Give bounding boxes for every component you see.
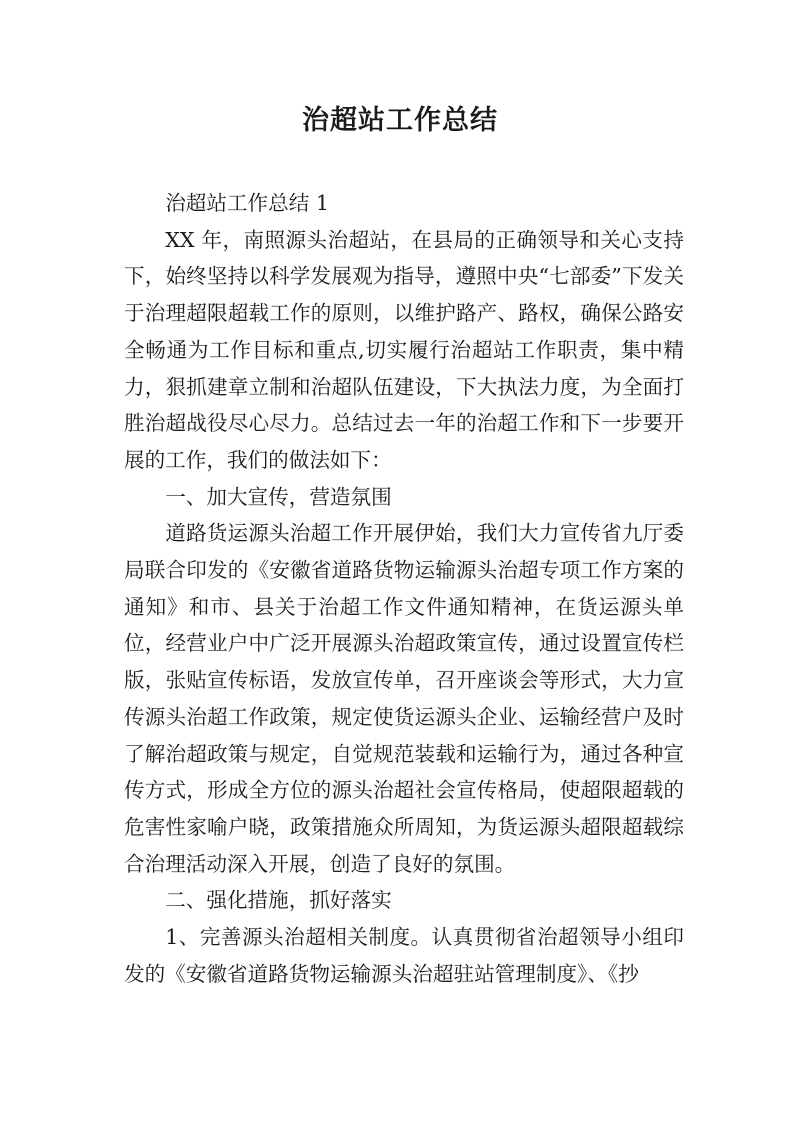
document-title: 治超站工作总结 bbox=[302, 105, 498, 136]
paragraph-publicity: 道路货运源头治超工作开展伊始，我们大力宣传省九厅委局联合印发的《安徽省道路货物运输源头治超专项工作方案的通知》和市、县关于治超工作文件通知精神，在货运源头单位，经营业户中广泛开展源头治超政策宣传，通过设置宣传栏版，张贴宣传标语，发放宣传单，召开座谈会等形式，大力宣传源头治超工作政策，规定使货运源头企业、运输经营户及时了解治超政策与规定，自觉规范装载和运输行为，通过各种宣传方式，形成全方位的源头治超社会宣传格局，使超限超载的危害性家喻户晓，政策措施众所周知，为货运源头超限超载综合治理活动深入开展，创造了良好的氛围。 bbox=[124, 521, 684, 876]
paragraph-measures: 1、完善源头治超相关制度。认真贯彻省治超领导小组印发的《安徽省道路货物运输源头治超驻站管理制度》、《抄 bbox=[124, 925, 684, 986]
paragraph-heading-1: 一、加大宣传，营造氛围 bbox=[165, 484, 392, 509]
paragraph-heading-2: 二、强化措施，抓好落实 bbox=[165, 888, 392, 913]
paragraph-section-heading: 治超站工作总结 1 bbox=[165, 191, 329, 215]
paragraph-intro: XX 年，南照源头治超站，在县局的正确领导和关心支持下，始终坚持以科学发展观为指导，遵照中央“七部委”下发关于治理超限超载工作的原则，以维护路产、路权，确保公路安全畅通为工作目标和重点,切实履行治超站工作职责，集中精力，狠抓建章立制和治超队伍建设，下大执法力度，为全面打胜治超战役尽心尽力。总结过去一年的治超工作和下一步要开展的工作，我们的做法如下： bbox=[124, 227, 684, 472]
document-body bbox=[124, 185, 684, 992]
